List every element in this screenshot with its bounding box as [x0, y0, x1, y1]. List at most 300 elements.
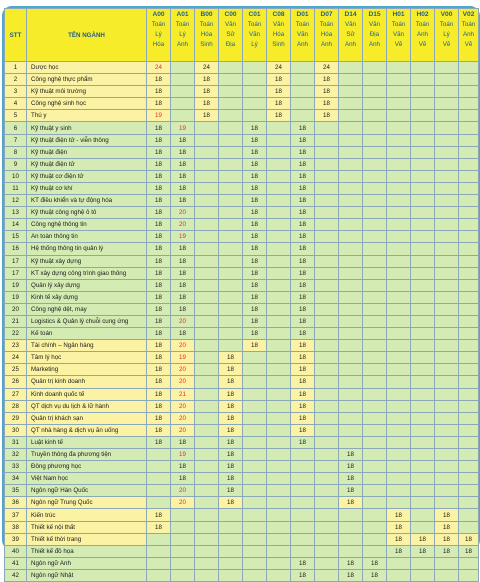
table-row	[5, 122, 479, 134]
table-row	[5, 231, 479, 243]
score-cell: 18	[243, 291, 267, 303]
score-cell	[435, 497, 459, 509]
row-stt: 2	[5, 74, 27, 86]
score-cell	[363, 255, 387, 267]
row-stt: 1	[5, 62, 27, 74]
score-cell	[387, 497, 411, 509]
score-cell	[435, 219, 459, 231]
score-cell: 21	[171, 388, 195, 400]
combo-subject: Anh	[368, 41, 380, 48]
combo-subject: Sử	[226, 31, 235, 38]
score-cell: 18	[459, 533, 479, 545]
score-cell	[315, 158, 339, 170]
row-stt: 20	[5, 303, 27, 315]
score-cell	[363, 449, 387, 461]
row-major-name: Kỹ thuật điện	[27, 146, 147, 158]
score-cell	[435, 243, 459, 255]
score-cell	[411, 497, 435, 509]
score-cell: 18	[147, 388, 171, 400]
score-cell	[411, 279, 435, 291]
combo-subject: Lý	[155, 31, 162, 38]
score-cell	[195, 364, 219, 376]
score-cell: 18	[243, 243, 267, 255]
score-cell	[387, 267, 411, 279]
score-cell	[411, 207, 435, 219]
score-cell: 18	[339, 473, 363, 485]
score-cell: 18	[243, 207, 267, 219]
row-major-name: Thú y	[27, 110, 147, 122]
score-cell: 18	[171, 195, 195, 207]
row-stt: 17	[5, 255, 27, 267]
score-cell	[363, 243, 387, 255]
score-cell	[459, 436, 479, 448]
score-cell	[459, 62, 479, 74]
score-cell	[147, 485, 171, 497]
score-cell	[459, 158, 479, 170]
table-row	[5, 182, 479, 194]
score-cell: 18	[147, 182, 171, 194]
row-major-name: Quản lý xây dựng	[27, 279, 147, 291]
score-cell: 18	[363, 569, 387, 581]
row-stt: 26	[5, 376, 27, 388]
score-cell	[363, 110, 387, 122]
score-cell	[243, 376, 267, 388]
row-major-name: Quản trị khách sạn	[27, 412, 147, 424]
combo-header-a00	[147, 9, 171, 62]
row-stt: 34	[5, 473, 27, 485]
combo-header-b00	[195, 9, 219, 62]
score-cell	[291, 521, 315, 533]
score-cell	[411, 509, 435, 521]
score-cell: 18	[243, 267, 267, 279]
score-cell	[387, 207, 411, 219]
score-cell	[195, 557, 219, 569]
score-cell	[219, 86, 243, 98]
score-cell	[171, 569, 195, 581]
score-cell	[267, 424, 291, 436]
score-cell: 18	[267, 98, 291, 110]
score-cell	[315, 340, 339, 352]
combo-header-c00	[219, 9, 243, 62]
row-stt: 32	[5, 449, 27, 461]
score-cell: 18	[291, 424, 315, 436]
row-stt: 24	[5, 352, 27, 364]
score-cell: 24	[147, 62, 171, 74]
score-cell: 18	[291, 400, 315, 412]
score-cell	[267, 364, 291, 376]
combo-subject: Sinh	[200, 41, 213, 48]
score-cell	[339, 146, 363, 158]
score-cell: 18	[243, 182, 267, 194]
score-cell	[315, 146, 339, 158]
score-cell	[243, 98, 267, 110]
table-row	[5, 267, 479, 279]
score-cell	[315, 255, 339, 267]
table-row	[5, 400, 479, 412]
score-cell	[219, 219, 243, 231]
score-cell	[315, 533, 339, 545]
score-cell	[363, 521, 387, 533]
row-stt: 38	[5, 521, 27, 533]
combo-subject: Toán	[439, 21, 454, 28]
score-cell	[459, 424, 479, 436]
score-cell	[459, 110, 479, 122]
score-cell	[315, 436, 339, 448]
score-cell	[387, 170, 411, 182]
score-cell	[435, 207, 459, 219]
score-cell	[219, 557, 243, 569]
score-cell	[147, 497, 171, 509]
score-cell: 24	[195, 62, 219, 74]
combo-subject: Hóa	[200, 31, 213, 38]
score-cell	[411, 400, 435, 412]
score-cell	[219, 509, 243, 521]
score-cell: 18	[291, 195, 315, 207]
score-cell	[411, 473, 435, 485]
score-cell: 18	[171, 303, 195, 315]
score-cell	[147, 449, 171, 461]
score-cell: 18	[171, 267, 195, 279]
row-major-name: Kỹ thuật điện tử	[27, 158, 147, 170]
score-cell	[387, 376, 411, 388]
score-cell	[387, 557, 411, 569]
row-stt: 10	[5, 170, 27, 182]
score-cell	[411, 388, 435, 400]
combo-header-h02	[411, 9, 435, 62]
score-cell: 18	[147, 74, 171, 86]
score-cell	[411, 110, 435, 122]
score-cell	[339, 134, 363, 146]
score-cell	[339, 231, 363, 243]
table-row	[5, 86, 479, 98]
score-cell	[363, 400, 387, 412]
score-cell	[363, 62, 387, 74]
score-cell	[435, 557, 459, 569]
score-cell	[363, 497, 387, 509]
score-cell	[387, 291, 411, 303]
table-row	[5, 98, 479, 110]
table-row	[5, 279, 479, 291]
score-cell	[411, 461, 435, 473]
score-cell: 18	[267, 86, 291, 98]
score-cell: 19	[171, 449, 195, 461]
score-cell	[435, 195, 459, 207]
score-cell	[315, 497, 339, 509]
score-cell: 18	[171, 291, 195, 303]
score-cell	[459, 461, 479, 473]
combo-subject: Anh	[320, 41, 332, 48]
score-cell	[435, 388, 459, 400]
score-cell	[459, 122, 479, 134]
row-major-name: Ngôn ngữ Anh	[27, 557, 147, 569]
score-cell	[435, 134, 459, 146]
score-cell	[435, 400, 459, 412]
score-cell	[459, 449, 479, 461]
score-cell	[387, 182, 411, 194]
row-stt: 5	[5, 110, 27, 122]
score-cell: 18	[243, 146, 267, 158]
row-major-name: Công nghệ dệt, may	[27, 303, 147, 315]
score-cell: 19	[171, 352, 195, 364]
row-major-name: An toàn thông tin	[27, 231, 147, 243]
score-cell	[387, 98, 411, 110]
score-cell	[387, 569, 411, 581]
score-cell	[195, 352, 219, 364]
combo-header-c01	[243, 9, 267, 62]
score-cell: 18	[387, 509, 411, 521]
row-stt: 19	[5, 291, 27, 303]
score-cell: 18	[147, 424, 171, 436]
score-cell	[339, 303, 363, 315]
score-cell	[267, 158, 291, 170]
score-cell	[339, 521, 363, 533]
score-cell	[459, 182, 479, 194]
score-cell	[243, 352, 267, 364]
score-cell	[459, 497, 479, 509]
score-cell	[315, 352, 339, 364]
score-cell	[459, 291, 479, 303]
score-cell	[315, 134, 339, 146]
score-cell	[195, 509, 219, 521]
score-cell	[363, 134, 387, 146]
score-cell: 20	[171, 207, 195, 219]
score-cell	[171, 86, 195, 98]
table-row	[5, 412, 479, 424]
score-cell	[339, 400, 363, 412]
score-cell	[459, 364, 479, 376]
score-cell	[291, 110, 315, 122]
table-row	[5, 485, 479, 497]
score-cell	[171, 110, 195, 122]
score-cell	[195, 231, 219, 243]
score-cell	[219, 146, 243, 158]
score-cell	[363, 219, 387, 231]
combo-subject: Địa	[225, 41, 236, 48]
score-cell	[459, 243, 479, 255]
admission-table-frame	[2, 6, 480, 579]
score-cell	[387, 303, 411, 315]
score-cell	[315, 182, 339, 194]
score-cell	[459, 557, 479, 569]
score-cell	[459, 352, 479, 364]
score-cell: 18	[291, 557, 315, 569]
score-cell	[195, 533, 219, 545]
score-cell	[339, 158, 363, 170]
score-cell	[315, 376, 339, 388]
combo-header-h01	[387, 9, 411, 62]
table-row	[5, 62, 479, 74]
score-cell	[195, 279, 219, 291]
score-cell	[459, 328, 479, 340]
score-cell	[459, 195, 479, 207]
score-cell: 18	[219, 497, 243, 509]
score-cell	[363, 509, 387, 521]
score-cell	[339, 424, 363, 436]
combo-subject: Vẽ	[394, 41, 403, 48]
score-cell	[219, 569, 243, 581]
score-cell	[315, 219, 339, 231]
row-major-name: Quản trị kinh doanh	[27, 376, 147, 388]
score-cell: 20	[171, 497, 195, 509]
row-major-name: Tâm lý học	[27, 352, 147, 364]
score-cell	[387, 134, 411, 146]
score-cell	[363, 207, 387, 219]
score-cell	[411, 412, 435, 424]
score-cell: 18	[171, 182, 195, 194]
combo-subject: Lý	[251, 41, 258, 48]
score-cell: 18	[243, 315, 267, 327]
score-cell	[387, 231, 411, 243]
score-cell	[363, 533, 387, 545]
score-cell	[171, 545, 195, 557]
score-cell	[339, 376, 363, 388]
score-cell	[219, 74, 243, 86]
score-cell: 18	[387, 545, 411, 557]
combo-code: C00	[224, 11, 237, 18]
score-cell: 18	[171, 461, 195, 473]
score-cell	[363, 291, 387, 303]
score-cell	[219, 279, 243, 291]
score-cell: 18	[147, 122, 171, 134]
row-stt: 16	[5, 243, 27, 255]
score-cell	[243, 509, 267, 521]
score-cell	[219, 170, 243, 182]
score-cell	[195, 569, 219, 581]
score-cell: 18	[291, 231, 315, 243]
score-cell	[315, 569, 339, 581]
score-cell: 18	[147, 98, 171, 110]
combo-subject: Anh	[416, 31, 428, 38]
score-cell: 19	[147, 110, 171, 122]
score-cell	[171, 62, 195, 74]
score-cell	[363, 195, 387, 207]
score-cell	[195, 255, 219, 267]
score-cell: 18	[147, 86, 171, 98]
score-cell	[339, 74, 363, 86]
combo-header-d14	[339, 9, 363, 62]
score-cell: 18	[291, 340, 315, 352]
score-cell: 18	[291, 243, 315, 255]
score-cell	[267, 279, 291, 291]
score-cell	[291, 86, 315, 98]
score-cell: 18	[243, 134, 267, 146]
score-cell	[411, 267, 435, 279]
score-cell	[435, 98, 459, 110]
score-cell: 20	[171, 376, 195, 388]
score-cell: 18	[339, 485, 363, 497]
score-cell: 18	[171, 255, 195, 267]
score-cell	[315, 521, 339, 533]
row-stt: 6	[5, 122, 27, 134]
row-stt: 3	[5, 86, 27, 98]
score-cell: 20	[171, 315, 195, 327]
score-cell	[219, 545, 243, 557]
score-cell	[411, 315, 435, 327]
score-cell	[411, 485, 435, 497]
row-major-name: Luật kinh tế	[27, 436, 147, 448]
row-major-name: QT nhà hàng & dịch vụ ăn uống	[27, 424, 147, 436]
score-cell: 19	[171, 122, 195, 134]
score-cell	[219, 134, 243, 146]
score-cell	[315, 424, 339, 436]
combo-subject: Toán	[391, 21, 406, 28]
row-stt: 31	[5, 436, 27, 448]
row-stt: 35	[5, 485, 27, 497]
score-cell	[435, 291, 459, 303]
score-cell	[411, 182, 435, 194]
score-cell	[267, 340, 291, 352]
score-cell	[291, 473, 315, 485]
score-cell	[435, 62, 459, 74]
score-cell	[435, 352, 459, 364]
score-cell	[435, 328, 459, 340]
score-cell: 18	[147, 195, 171, 207]
row-major-name: Kinh doanh quốc tế	[27, 388, 147, 400]
score-cell	[435, 231, 459, 243]
score-cell	[363, 473, 387, 485]
row-major-name: KT xây dựng công trình giao thông	[27, 267, 147, 279]
score-cell	[339, 340, 363, 352]
row-major-name: Hệ thống thông tin quản lý	[27, 243, 147, 255]
score-cell	[387, 412, 411, 424]
score-cell	[219, 62, 243, 74]
score-cell	[387, 400, 411, 412]
score-cell	[363, 352, 387, 364]
score-cell	[459, 376, 479, 388]
score-cell	[363, 170, 387, 182]
row-major-name: Kiến trúc	[27, 509, 147, 521]
score-cell	[387, 158, 411, 170]
score-cell: 18	[243, 279, 267, 291]
table-row	[5, 436, 479, 448]
score-cell	[363, 146, 387, 158]
score-cell	[219, 98, 243, 110]
row-stt: 27	[5, 388, 27, 400]
score-cell	[291, 533, 315, 545]
score-cell	[387, 146, 411, 158]
score-cell: 20	[171, 485, 195, 497]
score-cell	[219, 110, 243, 122]
row-major-name: Ngôn ngữ Hàn Quốc	[27, 485, 147, 497]
row-major-name: Marketing	[27, 364, 147, 376]
score-cell	[195, 182, 219, 194]
combo-subject: Văn	[248, 31, 260, 38]
row-major-name: Tài chính – Ngân hàng	[27, 340, 147, 352]
score-cell	[435, 424, 459, 436]
row-major-name: Kế toán	[27, 328, 147, 340]
table-row	[5, 533, 479, 545]
table-row	[5, 219, 479, 231]
row-major-name: Kỹ thuật công nghệ ô tô	[27, 207, 147, 219]
score-cell: 18	[435, 545, 459, 557]
score-cell	[339, 436, 363, 448]
score-cell	[435, 569, 459, 581]
score-cell	[195, 473, 219, 485]
score-cell	[195, 388, 219, 400]
score-cell	[459, 303, 479, 315]
score-cell	[387, 364, 411, 376]
score-cell	[387, 62, 411, 74]
score-cell	[315, 364, 339, 376]
score-cell	[315, 279, 339, 291]
score-cell	[243, 473, 267, 485]
table-row	[5, 521, 479, 533]
table-row	[5, 146, 479, 158]
score-cell	[171, 533, 195, 545]
row-major-name: Kỹ thuật cơ điện tử	[27, 170, 147, 182]
score-cell: 18	[147, 158, 171, 170]
score-cell	[363, 231, 387, 243]
